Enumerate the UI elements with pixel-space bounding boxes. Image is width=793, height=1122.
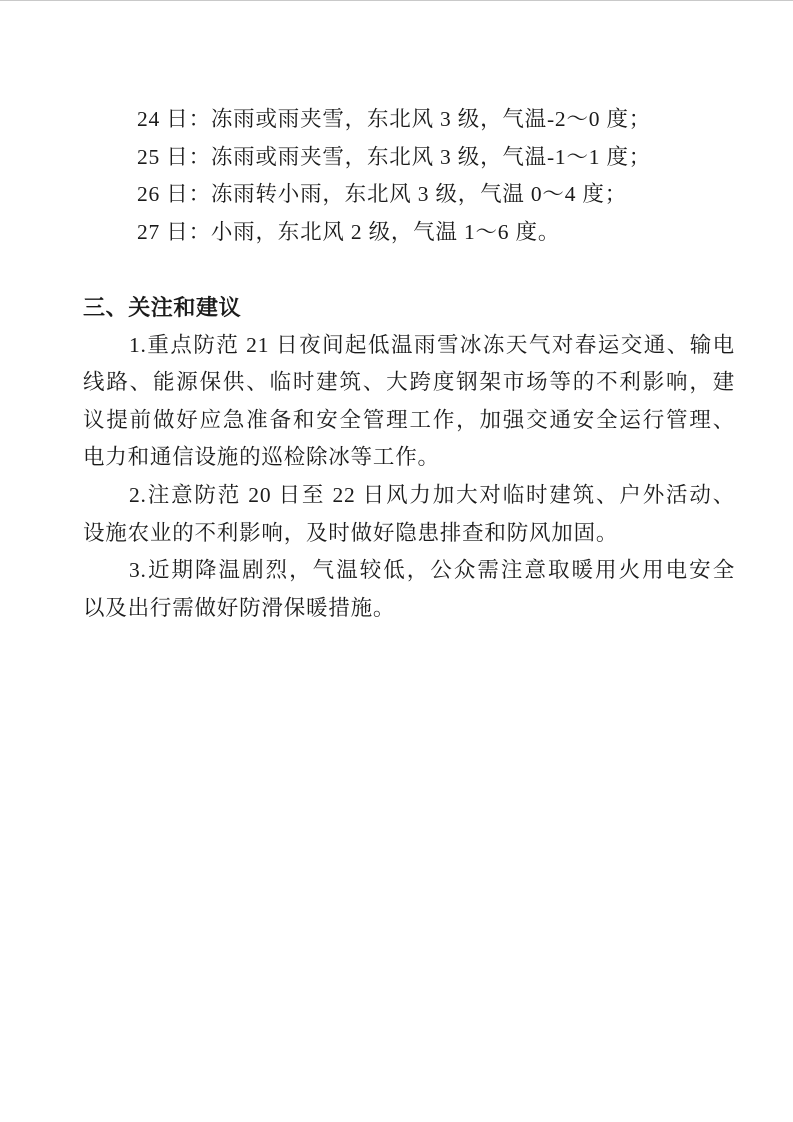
- section-heading: 三、关注和建议: [83, 294, 242, 320]
- forecast-line-24: 24 日：冻雨或雨夹雪，东北风 3 级，气温-2～0 度；: [137, 107, 652, 131]
- paragraph-1-line-4: 电力和通信设施的巡检除冰等工作。: [83, 445, 440, 470]
- paragraph-1-line-2: 线路、能源保供、临时建筑、大跨度钢架市场等的不利影响，建: [83, 370, 735, 395]
- forecast-line-27: 27 日：小雨，东北风 2 级，气温 1～6 度。: [137, 219, 561, 244]
- paragraph-3-line-2: 以及出行需做好防滑保暖措施。: [83, 595, 396, 620]
- paragraph-1-line-3: 议提前做好应急准备和安全管理工作，加强交通安全运行管理、: [83, 407, 735, 432]
- paragraph-2-line-1: 2.注意防范 20 日至 22 日风力加大对临时建筑、户外活动、: [129, 482, 735, 507]
- document-content: [83, 101, 735, 627]
- paragraph-2-line-2: 设施农业的不利影响，及时做好隐患排查和防风加固。: [83, 520, 619, 545]
- paragraph-1-line-1: 1.重点防范 21 日夜间起低温雨雪冰冻天气对春运交通、输电: [129, 332, 735, 357]
- paragraph-3-line-1: 3.近期降温剧烈，气温较低，公众需注意取暖用火用电安全: [129, 558, 735, 583]
- blank-line: [83, 251, 735, 289]
- forecast-line-26: 26 日：冻雨转小雨，东北风 3 级，气温 0～4 度；: [137, 182, 628, 207]
- forecast-line-25: 25 日：冻雨或雨夹雪，东北风 3 级，气温-1～1 度；: [137, 144, 652, 169]
